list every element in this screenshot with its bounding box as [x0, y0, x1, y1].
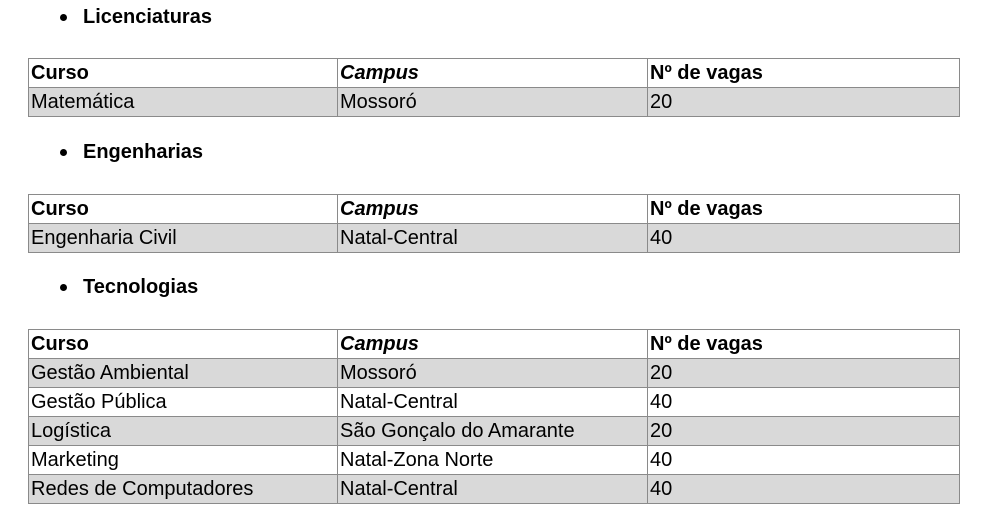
- cell-vagas: 40: [648, 388, 960, 417]
- bullet-icon: [60, 284, 67, 291]
- section-heading-licenciaturas: [60, 6, 212, 29]
- cell-campus: Natal-Central: [338, 388, 648, 417]
- cell-vagas: 20: [648, 359, 960, 388]
- cell-curso: Gestão Pública: [29, 388, 338, 417]
- table-row: [29, 88, 960, 117]
- table-header-row: [29, 330, 960, 359]
- cell-vagas: 20: [648, 88, 960, 117]
- cell-curso: Redes de Computadores: [29, 475, 338, 504]
- bullet-icon: [60, 149, 67, 156]
- header-vagas: Nº de vagas: [648, 59, 960, 88]
- table-header-row: [29, 59, 960, 88]
- bullet-icon: [60, 14, 67, 21]
- table-header-row: [29, 195, 960, 224]
- cell-curso: Engenharia Civil: [29, 224, 338, 253]
- cell-curso: Matemática: [29, 88, 338, 117]
- cell-vagas: 40: [648, 446, 960, 475]
- cell-curso: Marketing: [29, 446, 338, 475]
- cell-campus: Mossoró: [338, 359, 648, 388]
- courses-table-tecnologias: [28, 329, 960, 504]
- cell-curso: Logística: [29, 417, 338, 446]
- cell-vagas: 40: [648, 224, 960, 253]
- header-curso: Curso: [29, 59, 338, 88]
- table-row: [29, 417, 960, 446]
- header-curso: Curso: [29, 330, 338, 359]
- section-heading-engenharias: [60, 141, 203, 164]
- cell-campus: Natal-Central: [338, 475, 648, 504]
- courses-table-licenciaturas: [28, 58, 960, 117]
- header-vagas: Nº de vagas: [648, 330, 960, 359]
- courses-table-engenharias: [28, 194, 960, 253]
- cell-campus: São Gonçalo do Amarante: [338, 417, 648, 446]
- section-title: Engenharias: [83, 141, 204, 163]
- header-curso: Curso: [29, 195, 338, 224]
- header-vagas: Nº de vagas: [648, 195, 960, 224]
- table-row: [29, 446, 960, 475]
- header-campus: Campus: [338, 59, 648, 88]
- header-campus: Campus: [338, 330, 648, 359]
- section-heading-tecnologias: [60, 276, 198, 299]
- cell-campus: Mossoró: [338, 88, 648, 117]
- section-title: Tecnologias: [83, 276, 199, 298]
- header-campus: Campus: [338, 195, 648, 224]
- cell-vagas: 40: [648, 475, 960, 504]
- table-row: [29, 388, 960, 417]
- section-title: Licenciaturas: [83, 6, 212, 28]
- table-row: [29, 224, 960, 253]
- table-row: [29, 359, 960, 388]
- cell-campus: Natal-Central: [338, 224, 648, 253]
- cell-vagas: 20: [648, 417, 960, 446]
- cell-curso: Gestão Ambiental: [29, 359, 338, 388]
- table-row: [29, 475, 960, 504]
- cell-campus: Natal-Zona Norte: [338, 446, 648, 475]
